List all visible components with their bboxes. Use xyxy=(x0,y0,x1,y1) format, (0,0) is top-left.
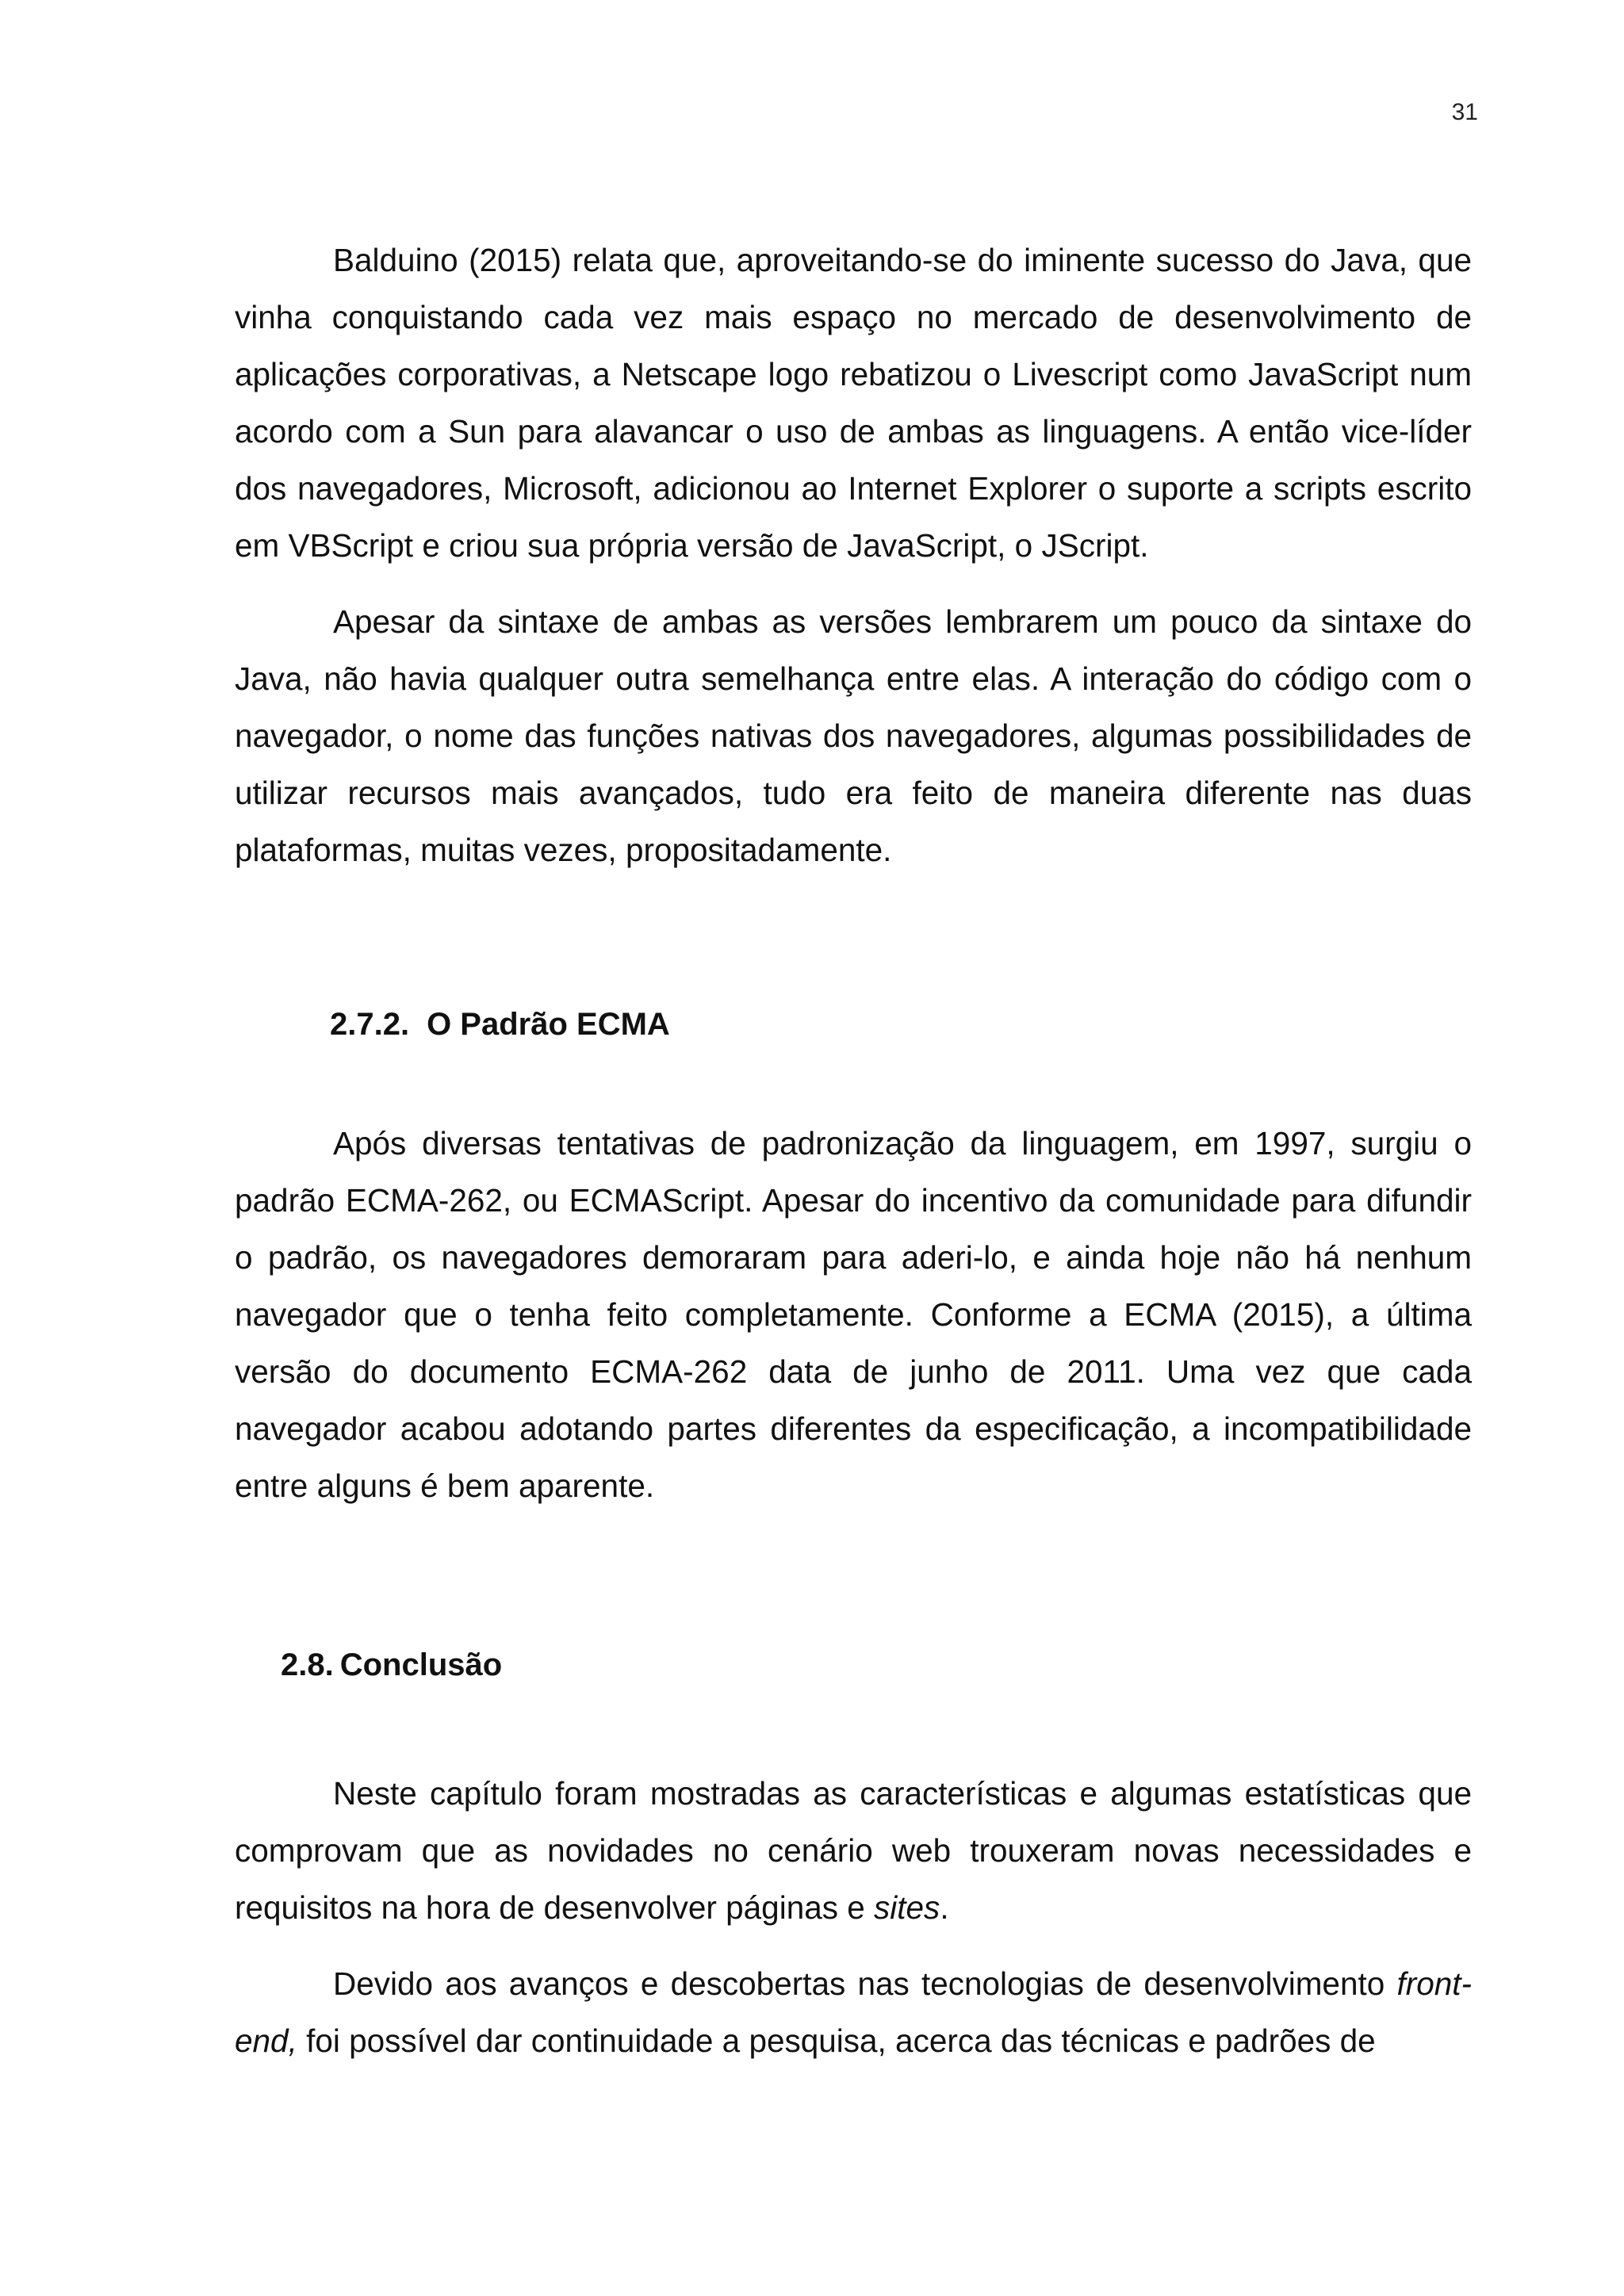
section-title: O Padrão ECMA xyxy=(427,1007,670,1042)
text-run: Neste capítulo foram mostradas as características e algumas estatísticas que comprovam que as novidades no cenário web trouxeram novas necessidades e requisitos na hora de desenvolver páginas e xyxy=(235,1775,1472,1926)
italic-term: front-end, xyxy=(235,1965,1472,2059)
paragraph-padrao-ecma: Após diversas tentativas de padronização da linguagem, em 1997, surgiu o padrão ECMA-262, ou ECMAScript. Apesar do incentivo da comunidade para difundir o padrão, os navegadores demoraram para aderi-lo, e ainda hoje não há nenhum navegador que o tenha feito completamente. Conforme a ECMA (2015), a última versão do documento ECMA-262 data de junho de 2011. Uma vez que cada navegador acabou adotando partes diferentes da especificação, a incompatibilidade entre alguns é bem aparente. xyxy=(235,1125,1472,1504)
section-number: 2.7.2. xyxy=(330,1007,410,1042)
paragraph-neste-capitulo xyxy=(235,1765,1472,1936)
section-heading-conclusao xyxy=(281,1641,502,1689)
text-run: . xyxy=(940,1889,949,1926)
paragraph-sintaxe: Apesar da sintaxe de ambas as versões lembrarem um pouco da sintaxe do Java, não havia qualquer outra semelhança entre elas. A interação do código com o navegador, o nome das funções nativas dos navegadores, algumas possibilidades de utilizar recursos mais avançados, tudo era feito de maneira diferente nas duas plataformas, muitas vezes, propositadamente. xyxy=(235,603,1472,868)
section-heading-ecma xyxy=(330,1001,670,1048)
text-run: foi possível dar continuidade a pesquisa, acerca das técnicas e padrões de xyxy=(297,2022,1376,2059)
italic-term: sites xyxy=(874,1889,940,1926)
section-number: 2.8. xyxy=(281,1647,334,1682)
paragraph-balduino: Balduino (2015) relata que, aproveitando-se do iminente sucesso do Java, que vinha conquistando cada vez mais espaço no mercado de desenvolvimento de aplicações corporativas, a Netscape logo rebatizou o Livescript como JavaScript num acordo com a Sun para alavancar o uso de ambas as linguagens. A então vice-líder dos navegadores, Microsoft, adicionou ao Internet Explorer o suporte a scripts escrito em VBScript e criou sua própria versão de JavaScript, o JScript. xyxy=(235,242,1472,564)
section-title: Conclusão xyxy=(339,1647,503,1682)
paragraph-devido-aos-avancos xyxy=(235,1955,1472,2069)
page-number: 31 xyxy=(1451,99,1478,125)
text-run: Devido aos avanços e descobertas nas tecnologias de desenvolvimento xyxy=(333,1965,1397,2002)
